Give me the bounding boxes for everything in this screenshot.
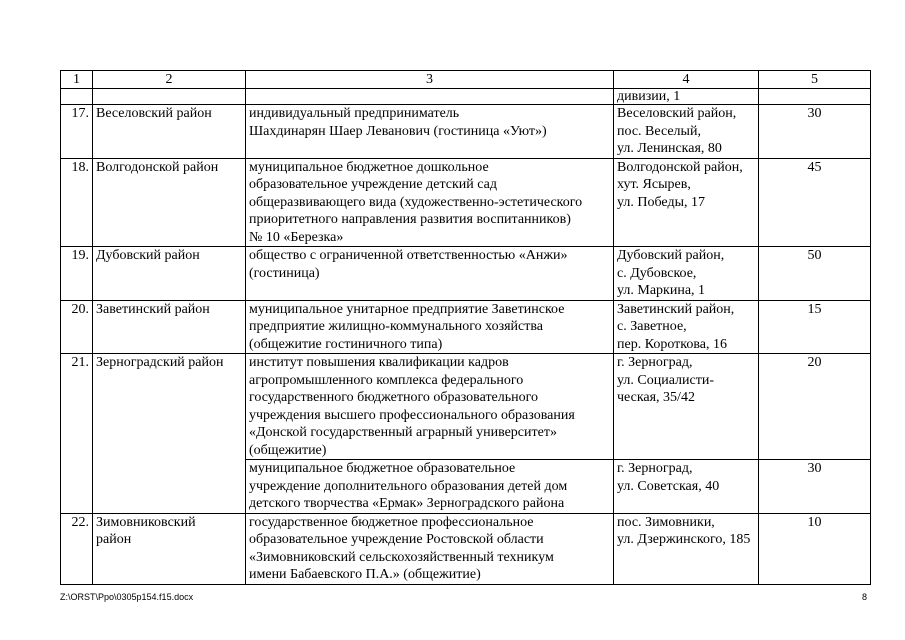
capacity-cell: 30 — [759, 105, 871, 159]
capacity-cell: 10 — [759, 513, 871, 584]
table-row — [61, 247, 871, 301]
organization-cell: институт повышения квалификации кадров агропромышленного комплекса федерального государственного бюджетного образовательного учреждения высшего профессионального образования «Донской государственный аграрный университет» (общежитие) — [246, 354, 614, 460]
row-number: 20. — [61, 300, 93, 354]
row-number: 21. — [61, 354, 93, 514]
organization-cell: муниципальное бюджетное образовательное учреждение дополнительного образования детей дом детского творчества «Ермак» Зерноградского района — [246, 460, 614, 514]
address-cell: Заветинский район, с. Заветное, пер. Короткова, 16 — [614, 300, 759, 354]
table-row — [61, 105, 871, 159]
header-cell: 4 — [614, 71, 759, 89]
capacity-cell: 45 — [759, 158, 871, 247]
address-cell: Веселовский район, пос. Веселый, ул. Ленинская, 80 — [614, 105, 759, 159]
continuation-row — [61, 89, 871, 105]
address-cell: г. Зерноград, ул. Социалисти- ческая, 35/42 — [614, 354, 759, 460]
table-row — [61, 300, 871, 354]
district-cell: Веселовский район — [93, 105, 246, 159]
footer-page-number: 8 — [862, 592, 868, 602]
capacity-cell: 30 — [759, 460, 871, 514]
district-cell: Зимовниковский район — [93, 513, 246, 584]
address-cell: Дубовский район, с. Дубовское, ул. Маркина, 1 — [614, 247, 759, 301]
address-cell: Волгодонской район, хут. Ясырев, ул. Победы, 17 — [614, 158, 759, 247]
row-number: 17. — [61, 105, 93, 159]
organization-cell: общество с ограниченной ответственностью «Анжи» (гостиница) — [246, 247, 614, 301]
organization-cell: муниципальное унитарное предприятие Заветинское предприятие жилищно-коммунального хозяйства (общежитие гостиничного типа) — [246, 300, 614, 354]
header-cell: 3 — [246, 71, 614, 89]
table-row — [61, 354, 871, 460]
capacity-cell: 50 — [759, 247, 871, 301]
institutions-table — [60, 70, 871, 585]
organization-cell: государственное бюджетное профессиональное образовательное учреждение Ростовской области «Зимовниковский сельскохозяйственный техникум имени Бабаевского П.А.» (общежитие) — [246, 513, 614, 584]
table-row — [61, 158, 871, 247]
address-cell: г. Зерноград, ул. Советская, 40 — [614, 460, 759, 514]
row-number: 18. — [61, 158, 93, 247]
district-cell: Дубовский район — [93, 247, 246, 301]
row-number: 19. — [61, 247, 93, 301]
organization-cell: индивидуальный предприниматель Шахдинарян Шаер Леванович (гостиница «Уют») — [246, 105, 614, 159]
header-cell: 2 — [93, 71, 246, 89]
capacity-cell: 15 — [759, 300, 871, 354]
row-number: 22. — [61, 513, 93, 584]
district-cell: Волгодонской район — [93, 158, 246, 247]
header-cell: 1 — [61, 71, 93, 89]
capacity-cell: 20 — [759, 354, 871, 460]
header-cell: 5 — [759, 71, 871, 89]
district-cell: Зерноградский район — [93, 354, 246, 514]
footer-file-path: Z:\ORST\Ppo\0305p154.f15.docx — [60, 592, 194, 602]
district-cell: Заветинский район — [93, 300, 246, 354]
address-cell: дивизии, 1 — [614, 89, 759, 105]
organization-cell: муниципальное бюджетное дошкольное образовательное учреждение детский сад общеразвивающего вида (художественно-эстетического приоритетного направления развития воспитанников) № 10 «Березка» — [246, 158, 614, 247]
header-row — [61, 71, 871, 89]
table-row — [61, 513, 871, 584]
address-cell: пос. Зимовники, ул. Дзержинского, 185 — [614, 513, 759, 584]
